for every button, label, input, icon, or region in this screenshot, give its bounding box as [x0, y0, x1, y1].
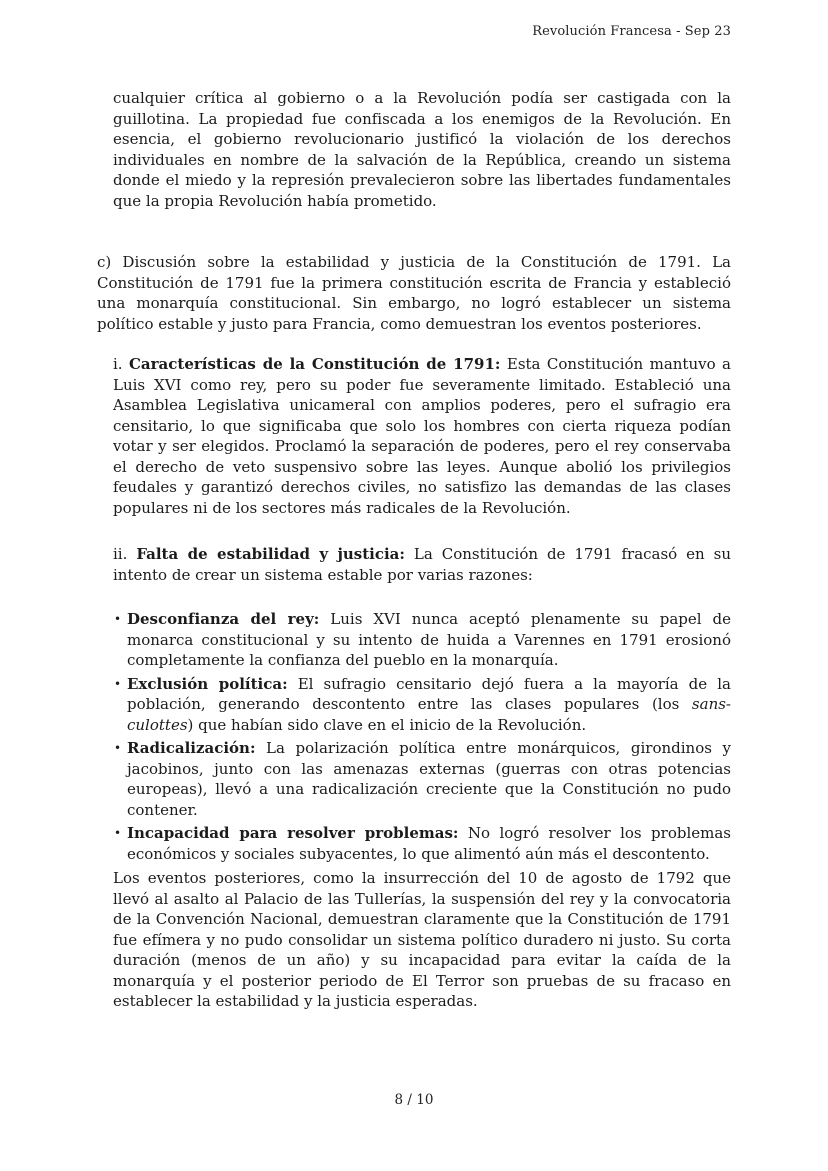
subsection-i-text: Esta Constitución mantuvo a Luis XVI como rey, pero su poder fue severamente limitado. Estableció una Asamblea Legislativa unicameral con amplios poderes, pero el sufragio era censitario, lo que significaba que solo los hombres con cierta riqueza podían votar y ser elegidos. Proclamó la separación de poderes, pero el rey conservaba el derecho de veto suspensivo sobre las leyes. Aunque abolió los privilegios feudales y garantizó derechos civiles, no satisfizo las demandas de las clases populares ni de los sectores más radicales de la Revolución.: [113, 355, 731, 517]
bullet-term: Incapacidad para resolver problemas:: [127, 824, 459, 842]
bullet-text: El sufragio censitario dejó fuera a la mayoría de la población, generando descontento entre las clases populares (los: [127, 674, 731, 713]
paragraph-subsection-ii: [113, 544, 731, 585]
bullet-text: No logró resolver los problemas económicos y sociales subyacentes, lo que alimentó aún más el descontento.: [127, 824, 731, 863]
list-item: [114, 674, 731, 736]
bullet-icon: •: [114, 741, 122, 755]
bullet-icon: •: [114, 676, 122, 691]
subsection-ii-label: ii.: [113, 545, 137, 563]
list-item: [114, 823, 731, 864]
bullet-icon: •: [114, 826, 122, 840]
paragraph-subsection-i: [113, 354, 731, 518]
bullet-term: Exclusión política:: [127, 674, 288, 693]
bullet-text: Luis XVI nunca aceptó plenamente su papel de monarca constitucional y su intento de huida a Varennes en 1791 erosionó completamente la confianza del pueblo en la monarquía.: [127, 610, 731, 669]
bullet-term: Desconfianza del rey:: [127, 610, 320, 628]
paragraph-conclusion: Los eventos posteriores, como la insurrección del 10 de agosto de 1792 que llevó al asalto al Palacio de las Tullerías, la suspensión del rey y la convocatoria de la Convención Nacional, demuestran claramente que la Constitución de 1791 fue efímera y no pudo consolidar un sistema político duradero ni justo. Su corta duración (menos de un año) y su incapacidad para evitar la caída de la monarquía y el posterior periodo de El Terror son pruebas de su fracaso en establecer la estabilidad y la justicia esperadas.: [113, 869, 731, 1010]
bullet-text-after: ) que habían sido clave en el inicio de la Revolución.: [187, 715, 587, 734]
running-header: Revolución Francesa - Sep 23: [532, 24, 731, 39]
bullet-term: Radicalización:: [127, 739, 256, 757]
list-item: [114, 609, 731, 671]
bullet-text: La polarización política entre monárquicos, girondinos y jacobinos, junto con las amenazas externas (guerras con otras potencias europeas), llevó a una radicalización creciente que la Constitución no pudo contener.: [127, 739, 731, 819]
document-body: [97, 88, 731, 1012]
bullet-italic-text: sans-culottes: [127, 695, 731, 734]
paragraph-section-c: c) Discusión sobre la estabilidad y justicia de la Constitución de 1791. La Constitución de 1791 fue la primera constitución escrita de Francia y estableció una monarquía constitucional. Sin embargo, no logró establecer un sistema político estable y justo para Francia, como demuestran los eventos posteriores.: [97, 253, 731, 333]
reasons-bullet-list: [113, 609, 731, 864]
paragraph-terror-conclusion: cualquier crítica al gobierno o a la Revolución podía ser castigada con la guillotina. La propiedad fue confiscada a los enemigos de la Revolución. En esencia, el gobierno revolucionario justificó la violación de los derechos individuales en nombre de la salvación de la República, creando un sistema donde el miedo y la represión prevalecieron sobre las libertades fundamentales que la propia Revolución había prometido.: [113, 89, 731, 210]
bullet-icon: •: [114, 612, 122, 626]
subsection-ii-text: La Constitución de 1791 fracasó en su intento de crear un sistema estable por varias razones:: [113, 545, 731, 584]
list-item: [114, 738, 731, 820]
subsection-ii-term: Falta de estabilidad y justicia:: [136, 545, 405, 563]
subsection-i-label: i.: [113, 355, 129, 373]
page-number: 8 / 10: [394, 1092, 434, 1108]
subsection-i-term: Características de la Constitución de 1791:: [128, 355, 501, 373]
